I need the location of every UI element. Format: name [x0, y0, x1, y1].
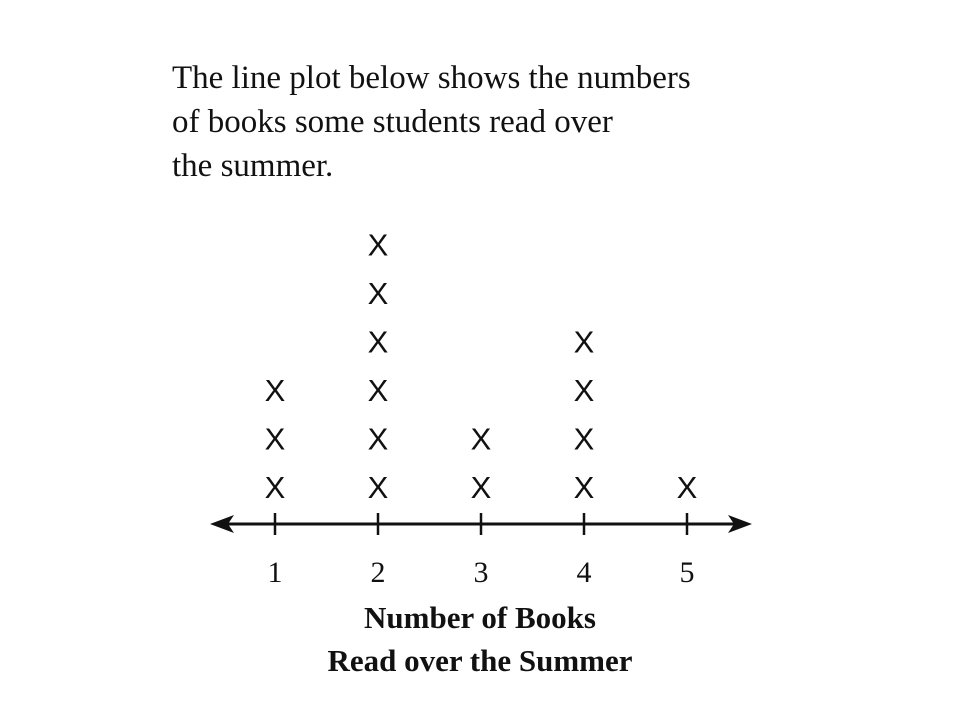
x-mark: X [367, 227, 389, 263]
x-mark: X [573, 373, 595, 408]
x-mark: X [264, 373, 286, 408]
x-axis-title-line-2: Read over the Summer [327, 643, 633, 678]
x-mark: X [264, 470, 286, 505]
intro-line-1: The line plot below shows the numbers [172, 60, 691, 96]
x-mark: X [676, 470, 698, 505]
tick-label: 4 [576, 556, 592, 589]
intro-line-2: of books some students read over [172, 104, 613, 140]
x-mark: X [470, 421, 492, 457]
x-mark: X [367, 470, 389, 505]
x-marks [265, 228, 698, 506]
x-mark: X [264, 421, 286, 457]
tick-label: 5 [679, 556, 695, 589]
tick-label: 2 [370, 556, 386, 589]
x-axis-title-line-1: Number of Books [364, 600, 596, 635]
x-mark: X [573, 470, 595, 505]
intro-line-3: the summer. [172, 148, 334, 184]
x-mark: X [573, 421, 595, 457]
x-mark: X [367, 373, 389, 408]
tick-label: 1 [267, 556, 283, 589]
x-mark: X [573, 324, 595, 360]
x-mark: X [367, 324, 389, 360]
x-mark: X [470, 470, 492, 505]
x-mark: X [367, 276, 389, 311]
tick-label: 3 [473, 556, 489, 589]
x-mark: X [367, 421, 389, 457]
tick-labels [268, 556, 695, 589]
